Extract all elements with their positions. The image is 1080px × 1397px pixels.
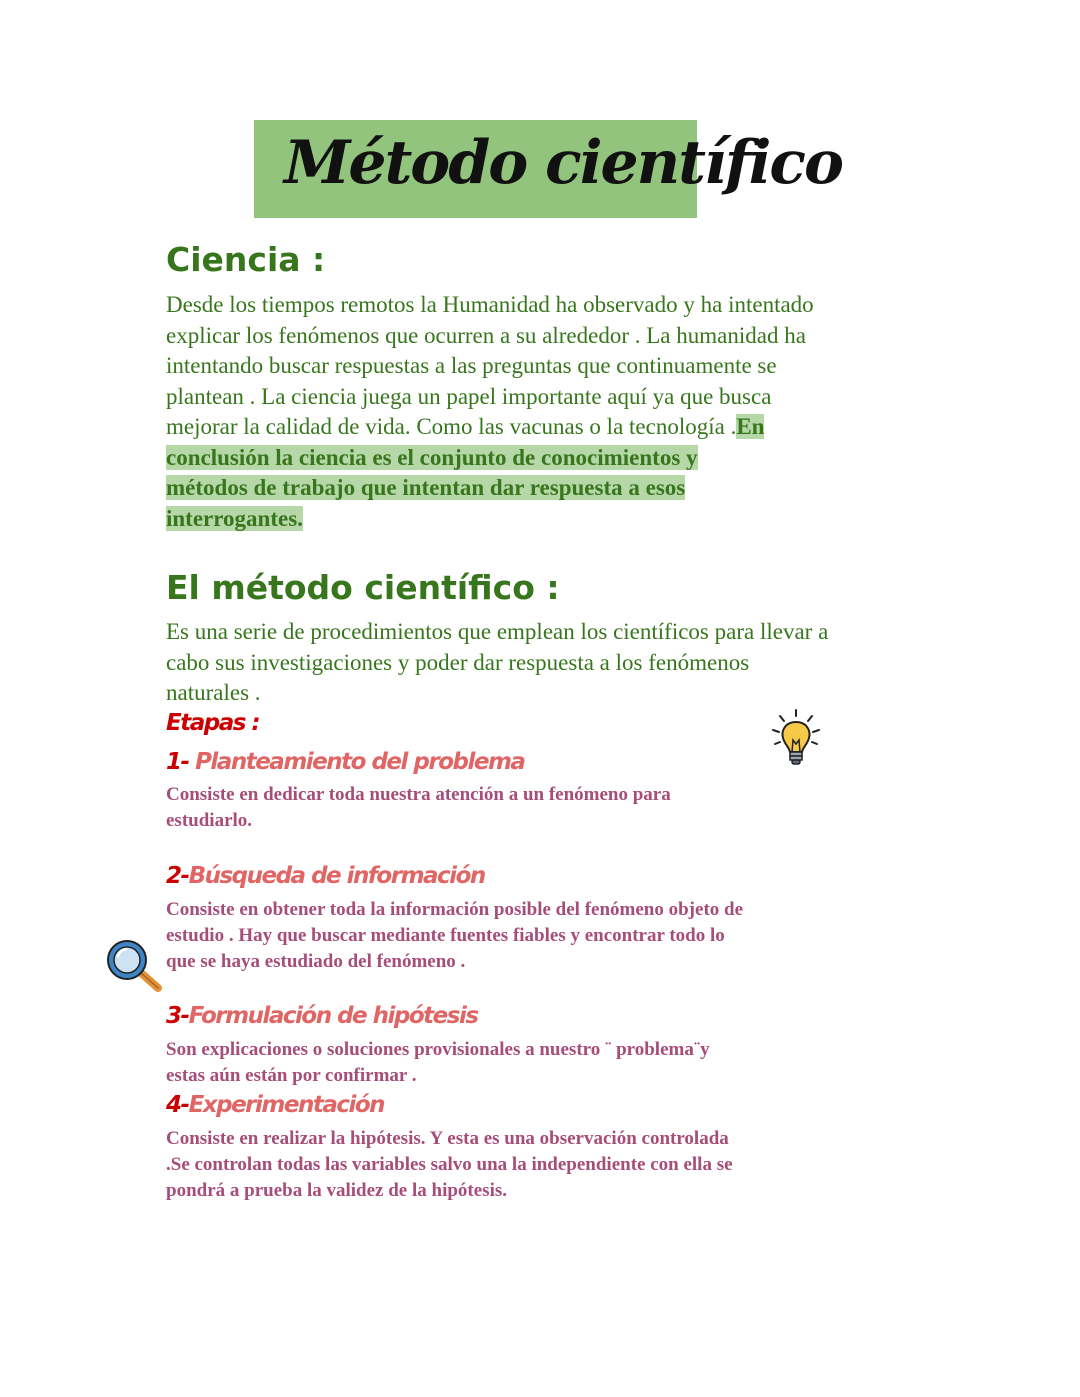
etapas-label: Etapas : <box>166 710 260 736</box>
step-name: Experimentación <box>188 1092 385 1118</box>
section-heading-metodo: El método científico : <box>166 568 560 607</box>
paragraph-line: explicar los fenómenos que ocurren a su alrededor . La humanidad ha <box>166 322 806 348</box>
description-line: estas aún están por confirmar . <box>166 1065 417 1086</box>
paragraph-line: Desde los tiempos remotos la Humanidad ha observado y ha intentado <box>166 292 814 317</box>
step-title-1 <box>166 749 524 775</box>
step-number: 4- <box>166 1092 189 1118</box>
paragraph-line <box>166 473 911 504</box>
description-line: .Se controlan todas las variables salvo una la independiente con ella se <box>166 1154 733 1175</box>
description-line: Son explicaciones o soluciones provisionales a nuestro ¨ problema¨y <box>166 1039 710 1060</box>
step-name: Búsqueda de información <box>188 863 485 889</box>
step-description-2 <box>166 897 911 975</box>
description-line: estudiarlo. <box>166 810 253 831</box>
step-number: 2- <box>166 863 189 889</box>
highlighted-text: conclusión la ciencia es el conjunto de conocimientos y <box>166 444 698 470</box>
magnifier-icon <box>102 938 166 996</box>
paragraph-line: naturales . <box>166 680 261 705</box>
step-name: Formulación de hipótesis <box>188 1003 478 1029</box>
paragraph-text: mejorar la calidad de vida. Como las vacunas o la tecnología . <box>166 414 737 439</box>
step-description-4 <box>166 1126 911 1204</box>
highlighted-text: En <box>736 414 765 439</box>
description-line: que se haya estudiado del fenómeno . <box>166 951 466 972</box>
section-heading-ciencia: Ciencia : <box>166 240 326 279</box>
highlighted-text: interrogantes. <box>166 505 303 531</box>
step-title-4 <box>166 1092 384 1118</box>
step-title-3 <box>166 1003 478 1029</box>
lightbulb-icon <box>768 708 824 770</box>
description-line: pondrá a prueba la validez de la hipótesis. <box>166 1180 507 1201</box>
paragraph-line <box>166 504 911 535</box>
section-paragraph-metodo <box>166 617 911 709</box>
paragraph-line: Es una serie de procedimientos que emplean los científicos para llevar a <box>166 619 829 644</box>
description-line: Consiste en realizar la hipótesis. Y esta es una observación controlada <box>166 1128 729 1149</box>
step-title-2 <box>166 863 485 889</box>
paragraph-line: plantean . La ciencia juega un papel importante aquí ya que busca <box>166 383 772 409</box>
page-title: Método científico <box>284 128 842 198</box>
step-number: 3- <box>166 1003 189 1029</box>
step-description-1 <box>166 782 911 834</box>
section-paragraph-ciencia <box>166 290 911 534</box>
paragraph-line <box>166 412 911 443</box>
description-line: estudio . Hay que buscar mediante fuentes fiables y encontrar todo lo <box>166 925 725 946</box>
paragraph-line <box>166 443 911 474</box>
title-banner <box>254 120 842 218</box>
highlighted-text: métodos de trabajo que intentan dar respuesta a esos <box>166 475 686 500</box>
step-description-3 <box>166 1037 911 1089</box>
description-line: Consiste en obtener toda la información posible del fenómeno objeto de <box>166 899 744 920</box>
paragraph-line: cabo sus investigaciones y poder dar respuesta a los fenómenos <box>166 649 750 675</box>
description-line: Consiste en dedicar toda nuestra atención a un fenómeno para <box>166 784 671 805</box>
step-number: 1- <box>166 749 189 775</box>
paragraph-line: intentando buscar respuestas a las preguntas que continuamente se <box>166 353 777 378</box>
step-name: Planteamiento del problema <box>188 749 525 775</box>
